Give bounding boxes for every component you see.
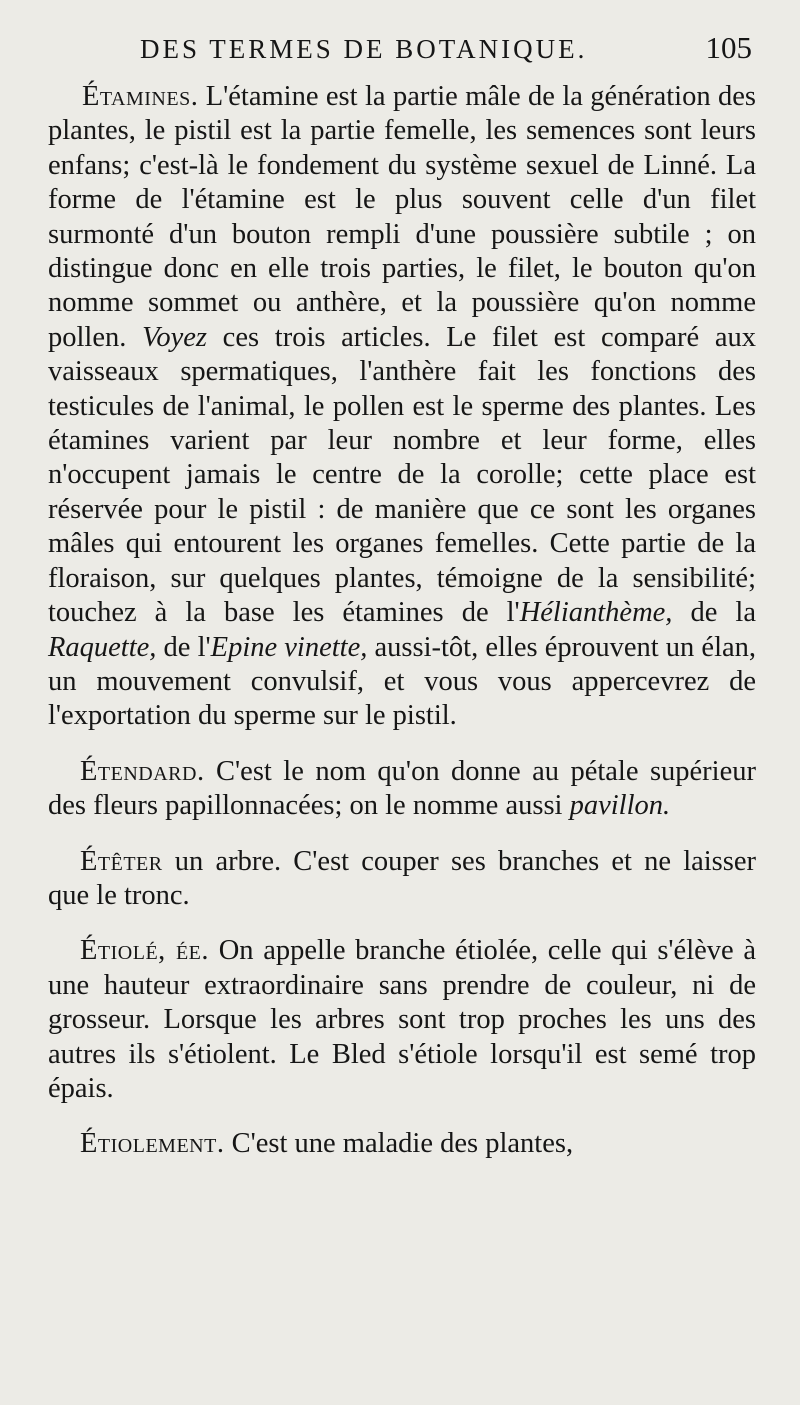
- headword: Étamines.: [82, 81, 199, 112]
- running-head: [140, 30, 752, 74]
- entry-text: ces trois articles. Le filet est comparé aux vaisseaux spermatiques, l'anthère fait les fonctions des testicules de l'animal, le pollen est le sperme des plantes. Les étamines varient par leur nombre et leur forme, elles n'occupent jamais le centre de la corolle; cette place est réservée pour le pistil : de manière que ce sont les organes mâles qui entourent les organes femelles. Cette partie de la floraison, sur quelques plantes, témoigne de la sensibilité; touchez à la base les étamines de l': [48, 321, 756, 629]
- entry-text: aussi-tôt, elles éprouvent un élan, un mouvement convulsif, et vous vous appercevrez de l'exportation du sperme sur le pistil.: [48, 631, 757, 732]
- entry-text: de l': [156, 631, 211, 663]
- headword: Étêter: [80, 845, 163, 877]
- entry-etiolement: [48, 1127, 756, 1161]
- italic-plant-name: Raquette,: [48, 631, 157, 663]
- entry-text: C'est une maladie des plantes,: [224, 1128, 574, 1160]
- page-body: [48, 80, 756, 1183]
- italic-reference: Voyez: [142, 321, 207, 353]
- italic-plant-name: Epine vinette,: [210, 631, 368, 663]
- entry-eteter: [48, 845, 756, 914]
- entry-text: C'est le nom qu'on donne au pétale supérieur des fleurs papillonnacées; on le nomme aussi: [48, 755, 756, 822]
- entry-text: On appelle branche étiolée, celle qui s'élève à une hauteur extraordinaire sans prendre de couleur, ni de grosseur. Lorsque les arbres sont trop proches les uns des autres ils s'étiolent. Le Bled s'étiole lorsqu'il est semé trop épais.: [48, 935, 756, 1104]
- entry-etamines: [48, 80, 756, 734]
- headword: Étendard.: [80, 755, 205, 787]
- headword: Étiolé, ée.: [80, 935, 210, 967]
- headword: Étiolement.: [80, 1128, 225, 1160]
- entry-etiole: [48, 934, 756, 1106]
- running-title: DES TERMES DE BOTANIQUE.: [140, 34, 588, 64]
- italic-term: pavillon.: [569, 790, 671, 822]
- italic-plant-name: Hélianthème,: [519, 597, 673, 629]
- entry-etendard: [48, 755, 756, 824]
- entry-text: de la: [672, 597, 756, 629]
- entry-text: un arbre. C'est couper ses branches et ne laisser que le tronc.: [48, 845, 756, 911]
- page-number: 105: [705, 30, 752, 65]
- entry-text: L'étamine est la partie mâle de la génération des plantes, le pistil est la partie femelle, les semences sont leurs enfans; c'est-là le fondement du système sexuel de Linné. La forme de l'étamine est le plus souvent celle d'un filet surmonté d'un bouton rempli d'une poussière subtile ; on distingue donc en elle trois parties, le filet, le bouton qu'on nomme sommet ou anthère, et la poussière qu'on nomme pollen.: [48, 81, 756, 353]
